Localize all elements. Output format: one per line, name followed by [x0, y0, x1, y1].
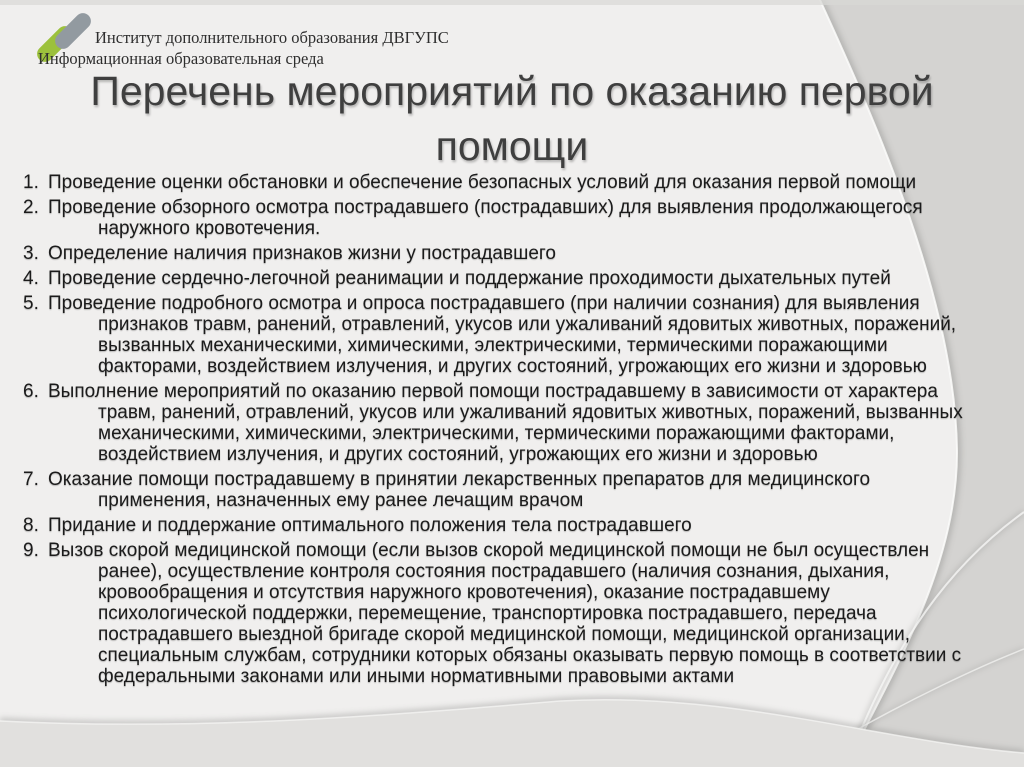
- list-item-number: 5.: [23, 293, 39, 314]
- list-item: [10, 243, 966, 264]
- list-item: [10, 381, 966, 465]
- list-item: [10, 197, 966, 239]
- list-item-number: 9.: [23, 540, 39, 561]
- org-subtitle-line: Информационная образовательная среда: [38, 49, 324, 68]
- org-name-line: Институт дополнительного образования ДВГУПС: [95, 28, 449, 47]
- list-item-text: Проведение обзорного осмотра пострадавшего (пострадавших) для выявления продолжающегося наружного кровотечения.: [48, 197, 923, 239]
- list-item-number: 8.: [23, 515, 39, 536]
- slide-title-line2: помощи: [435, 123, 589, 169]
- list-item-text: Вызов скорой медицинской помощи (если вызов скорой медицинской помощи не был осуществлен ранее), осуществление контроля состояния пострадавшего (наличия сознания, дыхания, кровообращения и отсутствия наружного кровотечения), оказание пострадавшему психологической поддержки, перемещение, транспортировка пострадавшего, передача пострадавшего выездной бригаде скорой медицинской помощи, медицинской организации, специальным службам, сотрудники которых обязаны оказывать первую помощь в соответствии с федеральными законами или иными нормативными правовыми актами: [48, 540, 962, 687]
- slide-title: [0, 64, 1024, 174]
- list-item-text: Проведение оценки обстановки и обеспечение безопасных условий для оказания первой помощи: [48, 172, 917, 193]
- list-item-number: 3.: [23, 243, 39, 264]
- first-aid-measures-list: [10, 172, 966, 691]
- slide-title-line1: Перечень мероприятий по оказанию первой: [90, 68, 934, 114]
- list-item: [10, 540, 966, 687]
- list-item-text: Оказание помощи пострадавшему в принятии лекарственных препаратов для медицинского применения, назначенных ему ранее лечащим врачом: [48, 469, 871, 511]
- list-item-text: Определение наличия признаков жизни у пострадавшего: [48, 243, 556, 264]
- list-item-number: 7.: [23, 469, 39, 490]
- list-item-number: 2.: [23, 197, 39, 218]
- list-item: [10, 172, 966, 193]
- list-item: [10, 515, 966, 536]
- list-item-number: 1.: [23, 172, 39, 193]
- list-item: [10, 469, 966, 511]
- list-item-number: 6.: [23, 381, 39, 402]
- list-item-text: Придание и поддержание оптимального положения тела пострадавшего: [48, 515, 692, 536]
- list-item: [10, 268, 966, 289]
- list-item: [10, 293, 966, 377]
- list-item-text: Проведение подробного осмотра и опроса пострадавшего (при наличии сознания) для выявления признаков травм, ранений, отравлений, укусов или ужаливаний ядовитых животных, поражений, вызванных механическими, химическими, электрическими, термическими поражающими факторами, воздействием излучения, и других состояний, угрожающих его жизни и здоровью: [48, 293, 957, 377]
- list-item-text: Выполнение мероприятий по оказанию первой помощи пострадавшему в зависимости от характера травм, ранений, отравлений, укусов или ужаливаний ядовитых животных, поражений, вызванных механическими, химическими, электрическими, термическими поражающими факторами, воздействием излучения, и других состояний, угрожающих его жизни и здоровью: [48, 381, 963, 465]
- list-item-number: 4.: [23, 268, 39, 289]
- list-item-text: Проведение сердечно-легочной реанимации и поддержание проходимости дыхательных путей: [48, 268, 891, 289]
